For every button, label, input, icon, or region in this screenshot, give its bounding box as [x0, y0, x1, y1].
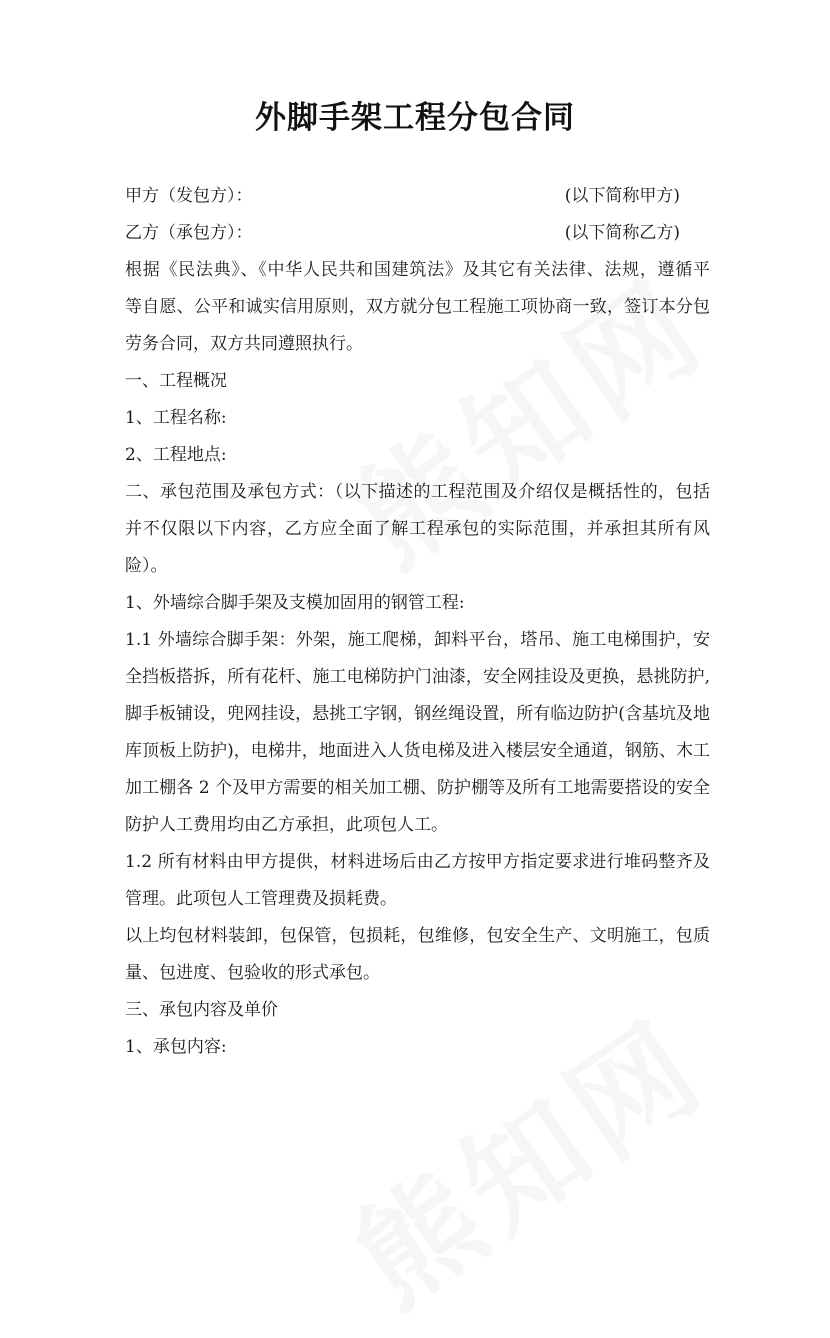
- item1-1-line: 加工棚各 2 个及甲方需要的相关加工棚、防护棚等及所有工地需要搭设的安全: [125, 778, 710, 798]
- section3-heading: 三、承包内容及单价: [125, 1000, 278, 1020]
- section2-line: 二、承包范围及承包方式：（以下描述的工程范围及介绍仅是概括性的，包括: [125, 482, 710, 502]
- party-a-note: (以下简称甲方): [564, 186, 680, 206]
- party-b-label: 乙方（承包方）：: [125, 223, 253, 243]
- document-title: 外脚手架工程分包合同: [255, 100, 575, 136]
- item1-1-line: 脚手板铺设，兜网挂设，悬挑工字钢，钢丝绳设置，所有临边防护(含基坑及地: [125, 704, 710, 724]
- project-location: 2、工程地点:: [125, 445, 227, 465]
- item1-1-line: 1.1 外墙综合脚手架：外架，施工爬梯，卸料平台，塔吊、施工电梯围护，安: [125, 630, 710, 650]
- party-b-line: [125, 215, 710, 252]
- section2-line: 险）。: [125, 556, 168, 576]
- contract-body: [125, 178, 710, 1066]
- item1-1-line: 防护人工费用均由乙方承担，此项包人工。: [125, 815, 448, 835]
- project-name: 1、工程名称:: [125, 408, 227, 428]
- item1-heading: 1、外墙综合脚手架及支模加固用的钢管工程:: [125, 593, 465, 613]
- item1-2-line: 1.2 所有材料由甲方提供，材料进场后由乙方按甲方指定要求进行堆码整齐及: [125, 852, 710, 872]
- summary-line: 量、包进度、包验收的形式承包。: [125, 963, 380, 983]
- party-b-note: (以下简称乙方): [564, 223, 680, 243]
- item1-1-line: 全挡板搭拆，所有花杆、施工电梯防护门油漆，安全网挂设及更换，悬挑防护,: [125, 667, 710, 687]
- contract-content: 1、承包内容:: [125, 1037, 227, 1057]
- summary-line: 以上均包材料装卸，包保管，包损耗，包维修，包安全生产、文明施工，包质: [125, 926, 710, 946]
- section2-line: 并不仅限以下内容，乙方应全面了解工程承包的实际范围，并承担其所有风: [125, 519, 710, 539]
- item1-2-line: 管理。此项包人工管理费及损耗费。: [125, 889, 397, 909]
- intro-line: 劳务合同，双方共同遵照执行。: [125, 334, 363, 354]
- party-a-label: 甲方（发包方）：: [125, 186, 253, 206]
- item1-1-line: 库顶板上防护)，电梯井，地面进入人货电梯及进入楼层安全通道，钢筋、木工: [125, 741, 710, 761]
- section1-heading: 一、工程概况: [125, 371, 227, 391]
- intro-line: 等自愿、公平和诚实信用原则，双方就分包工程施工项协商一致，签订本分包: [125, 297, 710, 317]
- party-a-line: [125, 178, 710, 215]
- intro-line: 根据《民法典》、《中华人民共和国建筑法》及其它有关法律、法规，遵循平: [125, 260, 710, 280]
